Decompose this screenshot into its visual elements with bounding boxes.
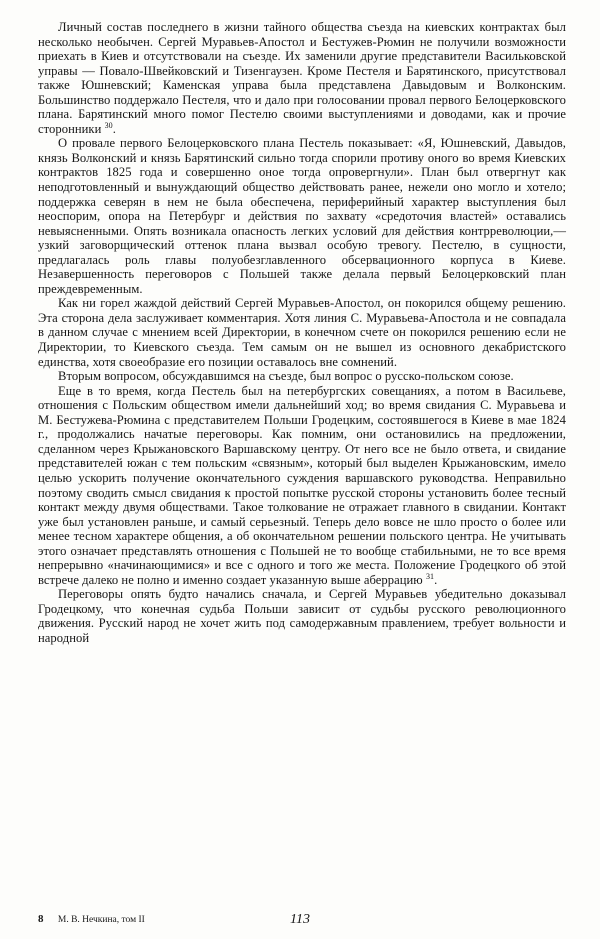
paragraph-5-text: Еще в то время, когда Пестель был на петербургских совещаниях, а потом в Васильеве, отношения с Польским обществом имели дальнейший ход; во время свидания С. Муравьева и М. Бестужева-Рюмина с представителем Польши Гродецким, состоявшегося в Киеве в мае 1824 г., продолжались начатые переговоры. Как помним, они остановились на предложении, сделанном через Крыжановского Варшавскому центру. От него все не было ответа, и свидание представителей южан с тем польским «связным», который был выделен Крыжановским, имело целью ускорить получение окончательного суждения варшавского руководства. Неправильно поэтому сводить смысл свидания к простой попытке русской стороны установить более тесный контакт между двумя обществами. Такое толкование не отражает главного в свидании. Контакт уже был установлен раньше, и самый серьезный. Теперь дело вовсе не шло просто о более или менее тесном характере общения, а об окончательном решении польского центра. Не учитывать этого означает представлять отношения с Польшей не то вообще стабильными, не то все время непрерывно «начинающимися» и все с одного и того же места. Положение Гродецкого об этой встрече далеко не полно и именно создает указанную выше аберрацию: [38, 383, 566, 587]
footnote-ref-31: 31: [425, 571, 435, 581]
paragraph-1: Личный состав последнего в жизни тайного общества съезда на киевских контрактах был несколько необычен. Сергей Муравьев-Апостол и Бестужев-Рюмин не получили возможности приехать в Киев и отсутствовали на съезде. Их заменили другие представители Васильковской управы — Повало-Швейковский и Тизенгаузен. Кроме Пестеля и Барятинского, присутствовал также Юшневский; Каменская управа была представлена Давыдовым и Волконским. Большинство поддержало Пестеля, что и дало при голосовании провал первого Белоцерковского плана. Барятинский много помог Пестелю своими выступлениями и доводами, как и прочие сторонники $^{30}$.: [38, 20, 566, 136]
paragraph-4: Вторым вопросом, обсуждавшимся на съезде, был вопрос о русско-польском союзе.: [58, 369, 514, 384]
page-number: 113: [290, 912, 310, 927]
paragraph-6: Переговоры опять будто начались сначала, и Сергей Муравьев убедительно доказывал Гродецкому, что конечная судьба Польши зависит от судьбы русского революционного движения. Русский народ не хочет жить под самодержавным правлением, требует вольности и народной: [38, 587, 566, 645]
paragraph-5: Еще в то время, когда Пестель был на петербургских совещаниях, а потом в Васильеве, отношения с Польским обществом имели дальнейший ход; во время свидания С. Муравьева и М. Бестужева-Рюмина с представителем Польши Гродецким, состоявшегося в Киеве в мае 1824 г., продолжались начатые переговоры. Как помним, они остановились на предложении, сделанном через Крыжановского Варшавскому центру. От него все не было ответа, и свидание представителей южан с тем польским «связным», который был выделен Крыжановским, имело целью ускорить получение окончательного суждения варшавского руководства. Неправильно поэтому сводить смысл свидания к простой попытке русской стороны установить более тесный контакт между двумя обществами. Такое толкование не отражает главного в свидании. Контакт уже был установлен раньше, и самый серьезный. Теперь дело вовсе не шло просто о более или менее тесном характере общения, а об окончательном решении польского центра. Не учитывать этого означает представлять отношения с Польшей не то вообще стабильными, не то все время непрерывно «начинающимися» и все с одного и того же места. Положение Гродецкого об этой встрече далеко не полно и именно создает указанную выше аберрацию $^{31}$.: [38, 383, 566, 587]
footnote-ref-30: 30: [104, 120, 113, 130]
paragraph-1-text: Личный состав последнего в жизни тайного общества съезда на киевских контрактах был несколько необычен. Сергей Муравьев-Апостол и Бестужев-Рюмин не получили возможности приехать в Киев и отсутствовали на съезде. Их заменили другие представители Васильковской управы — Повало-Швейковский и Тизенгаузен. Кроме Пестеля и Барятинского, присутствовал также Юшневский; Каменская управа была представлена Давыдовым и Волконским. Большинство поддержало Пестеля, что и дало при голосовании провал первого Белоцерковского плана. Барятинский много помог Пестелю своими выступлениями и доводами, как и прочие сторонники: [38, 20, 566, 136]
main-text: [38, 20, 566, 646]
paragraph-2: О провале первого Белоцерковского плана Пестель показывает: «Я, Юшневский, Давыдов, князь Волконский и князь Барятинский сильно тогда спорили противу оного во время Киевских контрактов 1825 года и совершенно оное тогда опровергнули». План был отвергнут как неподготовленный и вынуждающий общество действовать ранее, нежели оно могло и хотело; поддержка северян в нем не была обеспечена, периферийный характер выступления был неоспорим, опора на Петербург и действия по захвату «средоточия властей» оставались невыясненными. Опять возникала опасность легких условий для действия контрреволюции,— узкий заговорщический оттенок плана вызвал особую тревогу. Пестелю, в сущности, предлагалась роль главы полуобезглавленного обсервационного корпуса в Киеве. Незавершенность переговоров с Польшей также делала первый Белоцерковский план преждевременным.: [38, 136, 566, 296]
signature-number: 8: [38, 913, 44, 925]
printer-signature: [38, 913, 145, 925]
paragraph-3: Как ни горел жаждой действий Сергей Муравьев-Апостол, он покорился общему решению. Эта сторона дела заслуживает комментария. Хотя линия С. Муравьева-Апостола и не совпадала в данном случае с мнением всей Директории, в конечном счете он покорился решению если не Директории, то Киевского съезда. Тем самым он не вышел из основного декабристского единства, хотя своеобразие его позиции оставалось вне сомнений.: [38, 296, 566, 369]
signature-text: М. В. Нечкина, том II: [57, 915, 145, 925]
